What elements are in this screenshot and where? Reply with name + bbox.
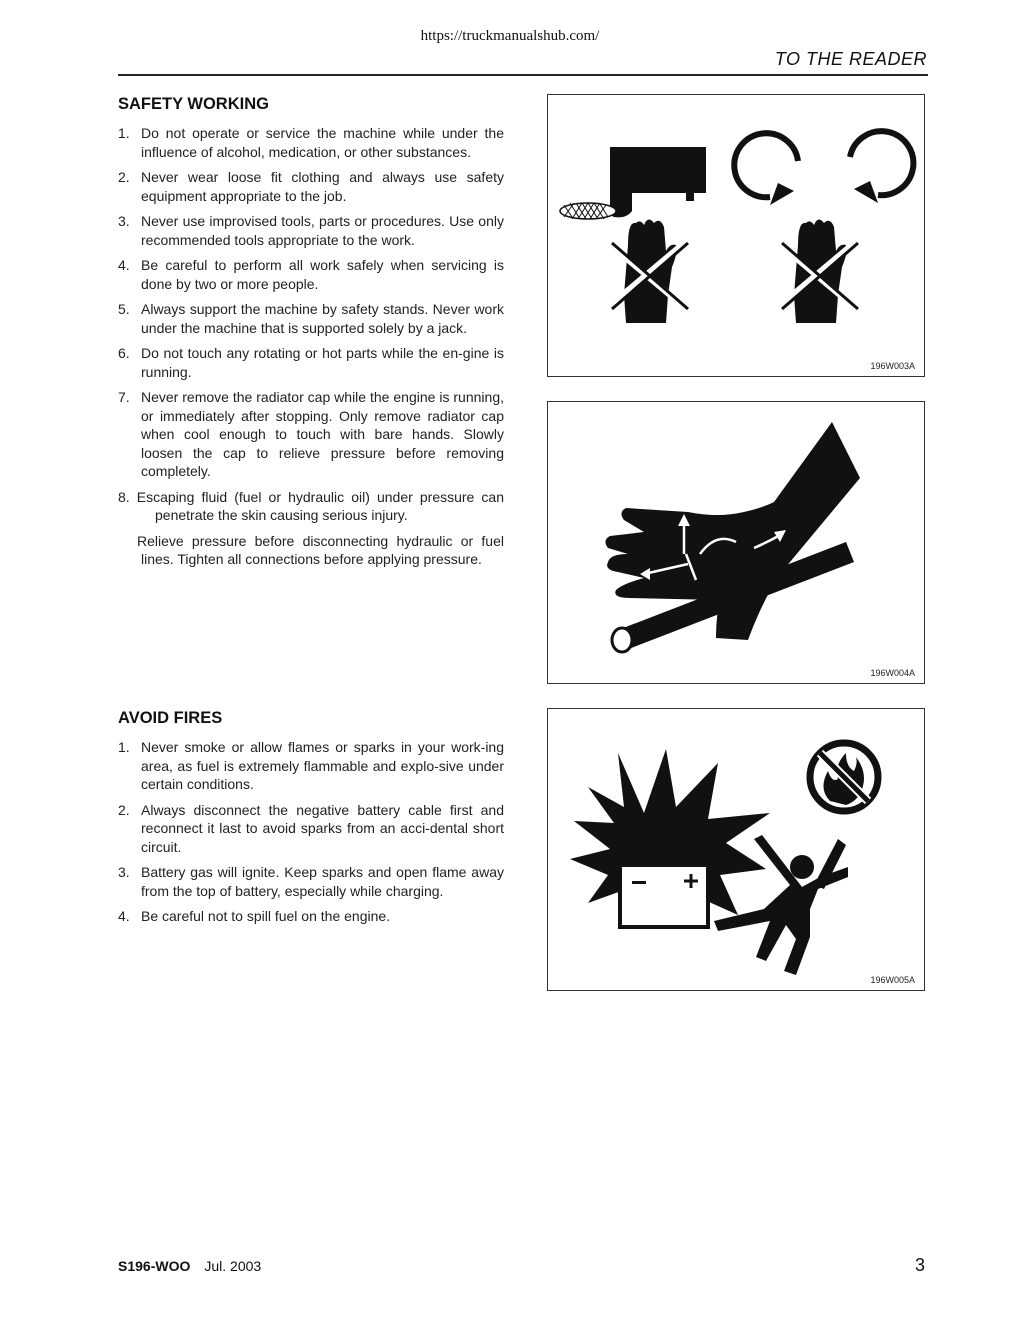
item-number: 4. [118,908,130,924]
figure-pressurized-fluid [547,401,925,684]
battery-icon [620,857,708,927]
list-item [118,907,504,926]
item-text: Always disconnect the negative battery cable first and reconnect it last to avoid sparks from an acci-dental short circuit. [141,801,504,855]
item-text: Be careful to perform all work safely when servicing is done by two or more people. [141,257,504,292]
item-number: 7. [118,389,130,405]
section-title-safety-working: SAFETY WORKING [118,95,269,113]
item-text: Never use improvised tools, parts or procedures. Use only recommended tools appropriate to the work. [141,213,504,248]
list-item [118,738,504,794]
list-item [118,801,504,857]
list-item [118,388,504,481]
list-item-8-note: Relieve pressure before disconnecting hydraulic or fuel lines. Tighten all connections before applying pressure. [137,532,504,567]
pressurized-fluid-illustration [548,402,924,683]
item-number: 3. [118,213,130,229]
item-text: Do not touch any rotating or hot parts while the en-gine is running. [141,345,504,380]
avoid-fires-list [118,738,504,926]
source-url[interactable]: https://truckmanualshub.com/ [420,28,600,44]
item-number: 2. [118,801,130,818]
list-item-8: 8. Escaping fluid (fuel or hydraulic oil) under pressure can penetrate the skin causing serious injury. [118,488,504,523]
list-item [118,344,504,381]
list-item [118,212,504,249]
list-item [118,300,504,337]
hatched-belt-icon [560,203,616,219]
section-title-avoid-fires: AVOID FIRES [118,709,223,727]
item-text: Do not operate or service the machine while under the influence of alcohol, medication, or other substances. [141,125,504,160]
item-number: 3. [118,864,130,880]
doc-date: Jul. 2003 [204,1258,262,1274]
no-flames-icon [810,743,878,811]
item-number: 1. [118,739,130,755]
figure-label: 196W005A [870,975,915,985]
hand-prohibited-icon-2 [778,219,858,323]
list-item [118,863,504,900]
item-text: Battery gas will ignite. Keep sparks and open flame away from the top of battery, especially while charging. [141,864,504,899]
item-text: Never wear loose fit clothing and always use safety equipment appropriate to the job. [141,169,504,204]
figure-label: 196W004A [870,668,915,678]
rotating-parts-illustration [548,95,924,376]
item-text: Be careful not to spill fuel on the engine. [141,908,391,924]
hand-prohibited-icon-1 [608,219,688,323]
hand-icon [605,422,860,640]
footer-doc-info [118,1258,261,1274]
header-rule [118,74,928,76]
figure-rotating-parts [547,94,925,377]
item-number: 1. [118,125,130,141]
item-text: Never remove the radiator cap while the engine is running, or immediately after stopping. Only remove radiator cap when cool enough to touch with bare hands. Slowly loosen the cap to relieve pressure before removing completely. [141,389,504,479]
item-text: Always support the machine by safety stands. Never work under the machine that is supported solely by a jack. [141,301,504,336]
list-item [118,256,504,293]
list-item [118,168,504,205]
item-number: 5. [118,301,130,317]
machine-housing-icon [610,147,706,217]
doc-code: S196-WOO [118,1258,191,1274]
safety-working-list [118,124,504,569]
item-text: Never smoke or allow flames or sparks in your work-ing area, as fuel is extremely flammable and explo-sive under certain conditions. [141,739,504,792]
avoid-fires-section [118,709,504,933]
figure-battery-explosion [547,708,925,991]
list-item [118,124,504,161]
page-number: 3 [914,1255,925,1275]
battery-explosion-illustration [548,709,924,990]
running-head: TO THE READER [774,49,927,69]
rotation-arrows-icon [734,131,913,197]
item-number: 4. [118,257,130,273]
figure-label: 196W003A [870,361,915,371]
safety-working-section [118,95,504,576]
item-number: 2. [118,169,130,185]
item-number: 6. [118,345,130,361]
